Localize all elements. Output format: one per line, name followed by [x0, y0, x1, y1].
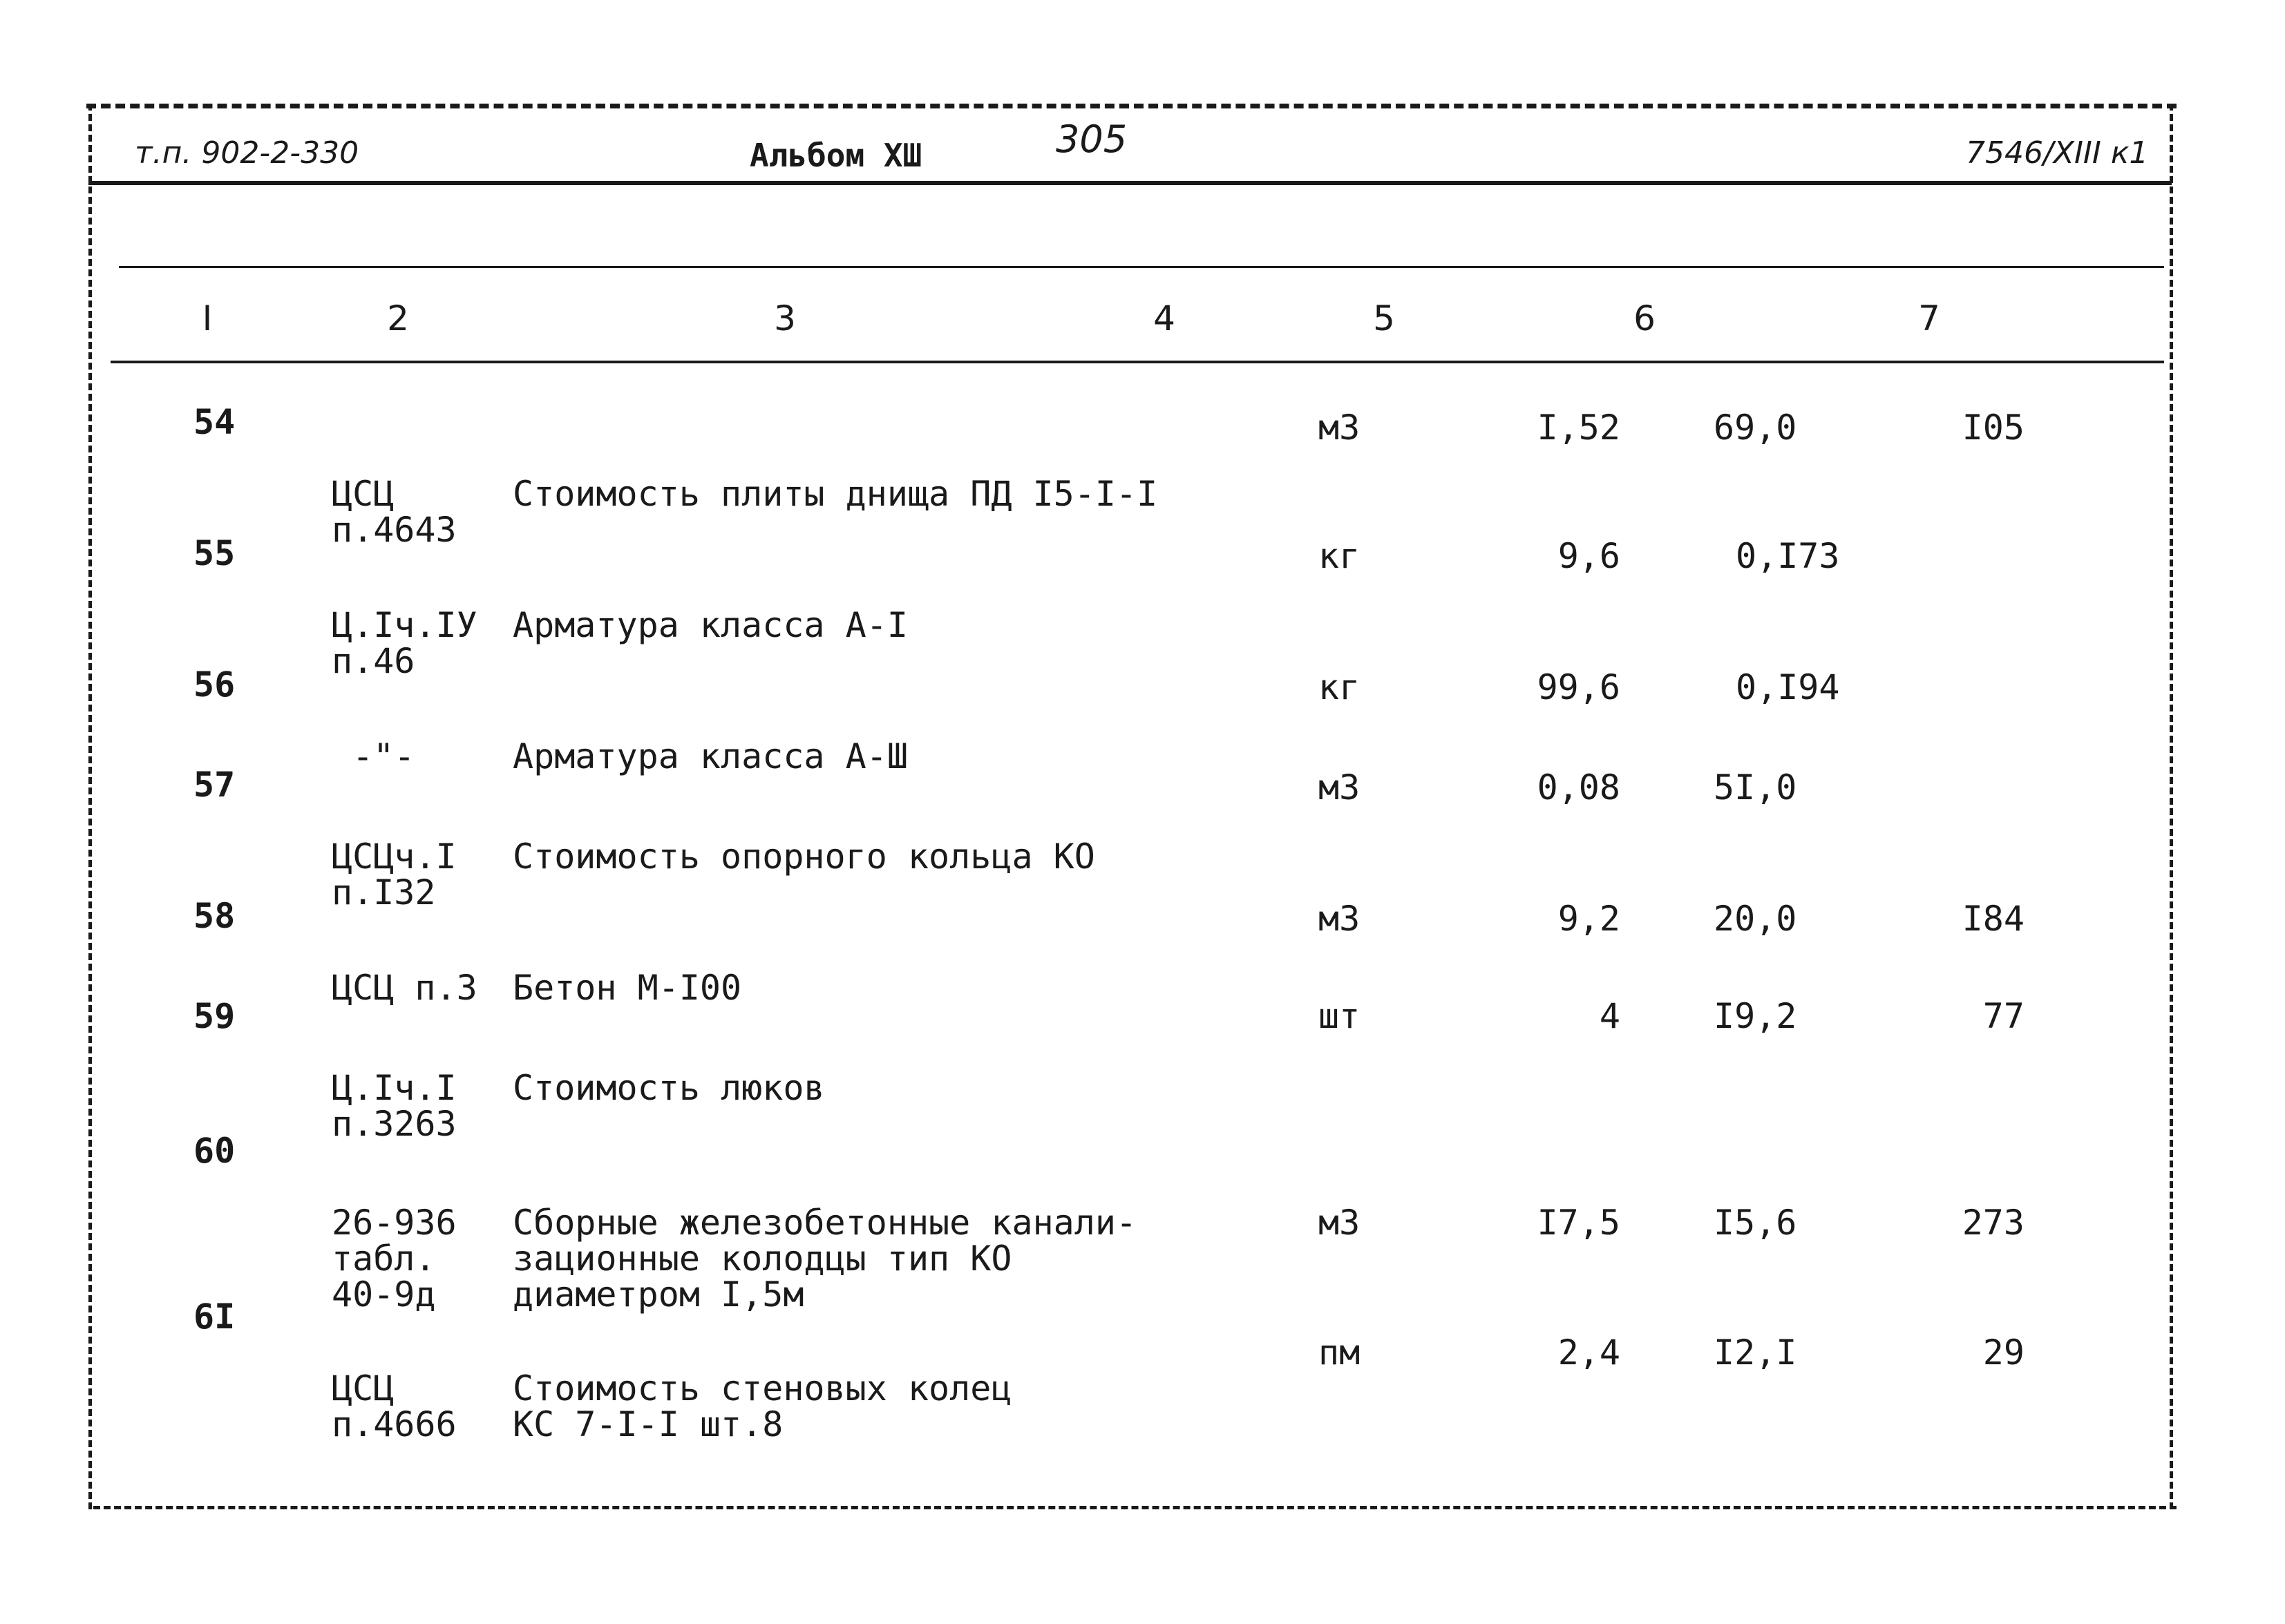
col-header-3: 3	[774, 298, 796, 338]
row-unit: кг	[1318, 667, 1360, 707]
row-unit: кг	[1318, 536, 1360, 576]
col-header-2: 2	[387, 298, 409, 338]
row-unit: м3	[1318, 899, 1360, 939]
col-header-4: 4	[1153, 298, 1175, 338]
row-reference: ЦСЦ п.4666	[332, 1368, 457, 1444]
row-number: 57	[193, 765, 236, 805]
page-number: 305	[1056, 117, 1128, 161]
col-header-6: 6	[1633, 298, 1656, 338]
row-reference: Ц.Iч.IУ п.46	[332, 605, 477, 681]
row-reference: ЦСЦ п.4643	[332, 474, 457, 550]
row-description: Стоимость стеновых колец КС 7-I-I шт.8	[513, 1368, 1012, 1444]
row-price: I9,2	[1714, 996, 1797, 1036]
frame-right-border	[2170, 104, 2173, 1509]
row-quantity: 9,6	[1557, 536, 1620, 576]
row-number: 60	[193, 1131, 236, 1171]
album-title: Альбом XШ	[750, 137, 922, 174]
row-reference: Ц.Iч.I п.3263	[332, 1068, 457, 1144]
row-total: I84	[1962, 899, 2025, 939]
row-number: 58	[193, 896, 236, 936]
row-description: Стоимость опорного кольца КО	[513, 837, 1095, 877]
row-number: 59	[193, 996, 236, 1036]
frame-left-border	[88, 104, 92, 1509]
row-reference: ЦСЦч.I п.I32	[332, 837, 457, 913]
row-quantity: 2,4	[1557, 1332, 1620, 1373]
row-quantity: I7,5	[1537, 1203, 1620, 1243]
row-description: Стоимость плиты днища ПД I5-I-I	[513, 474, 1158, 514]
row-number: 54	[193, 402, 236, 442]
row-reference: 26-936 табл. 40-9д	[332, 1203, 457, 1315]
row-quantity: 9,2	[1557, 899, 1620, 939]
row-price: I5,6	[1714, 1203, 1797, 1243]
table-top-rule	[119, 266, 2164, 268]
row-number: 55	[193, 533, 236, 573]
row-reference: ЦСЦ п.3	[332, 968, 477, 1008]
row-price: 5I,0	[1714, 767, 1797, 808]
row-total: I05	[1962, 408, 2025, 448]
row-description: Арматура класса А-I	[513, 605, 908, 645]
row-description: Арматура класса А-Ш	[513, 736, 908, 776]
row-unit: м3	[1318, 1203, 1360, 1243]
row-price: 69,0	[1714, 408, 1797, 448]
row-quantity: 4	[1599, 996, 1620, 1036]
row-total: 77	[1982, 996, 2025, 1036]
row-reference: -"-	[352, 736, 415, 776]
row-quantity: 99,6	[1537, 667, 1620, 707]
row-description: Бетон М-I00	[513, 968, 742, 1008]
table-header-rule	[111, 361, 2164, 363]
row-unit: пм	[1318, 1332, 1360, 1373]
row-unit: м3	[1318, 408, 1360, 448]
row-number: 56	[193, 665, 236, 705]
row-description: Стоимость люков	[513, 1068, 825, 1108]
row-price: 20,0	[1714, 899, 1797, 939]
col-header-1: I	[202, 298, 213, 338]
row-unit: м3	[1318, 767, 1360, 808]
row-price: 0,I73	[1736, 536, 1840, 576]
row-description: Сборные железобетонные канали- зационные колодцы тип КО диаметром I,5м	[513, 1203, 1137, 1315]
header-rule	[88, 181, 2172, 185]
col-header-5: 5	[1373, 298, 1395, 338]
row-number: 6I	[193, 1297, 236, 1337]
sheet-ref: 7546/XIII к1	[1966, 135, 2149, 171]
row-price: I2,I	[1714, 1332, 1797, 1373]
row-total: 29	[1982, 1332, 2025, 1373]
row-price: 0,I94	[1736, 667, 1840, 707]
row-quantity: 0,08	[1537, 767, 1620, 808]
col-header-7: 7	[1918, 298, 1940, 338]
row-unit: шт	[1318, 996, 1360, 1036]
frame-top-border	[86, 104, 2177, 108]
row-quantity: I,52	[1537, 408, 1620, 448]
doc-id: т.п. 902-2-330	[135, 135, 359, 171]
row-total: 273	[1962, 1203, 2025, 1243]
